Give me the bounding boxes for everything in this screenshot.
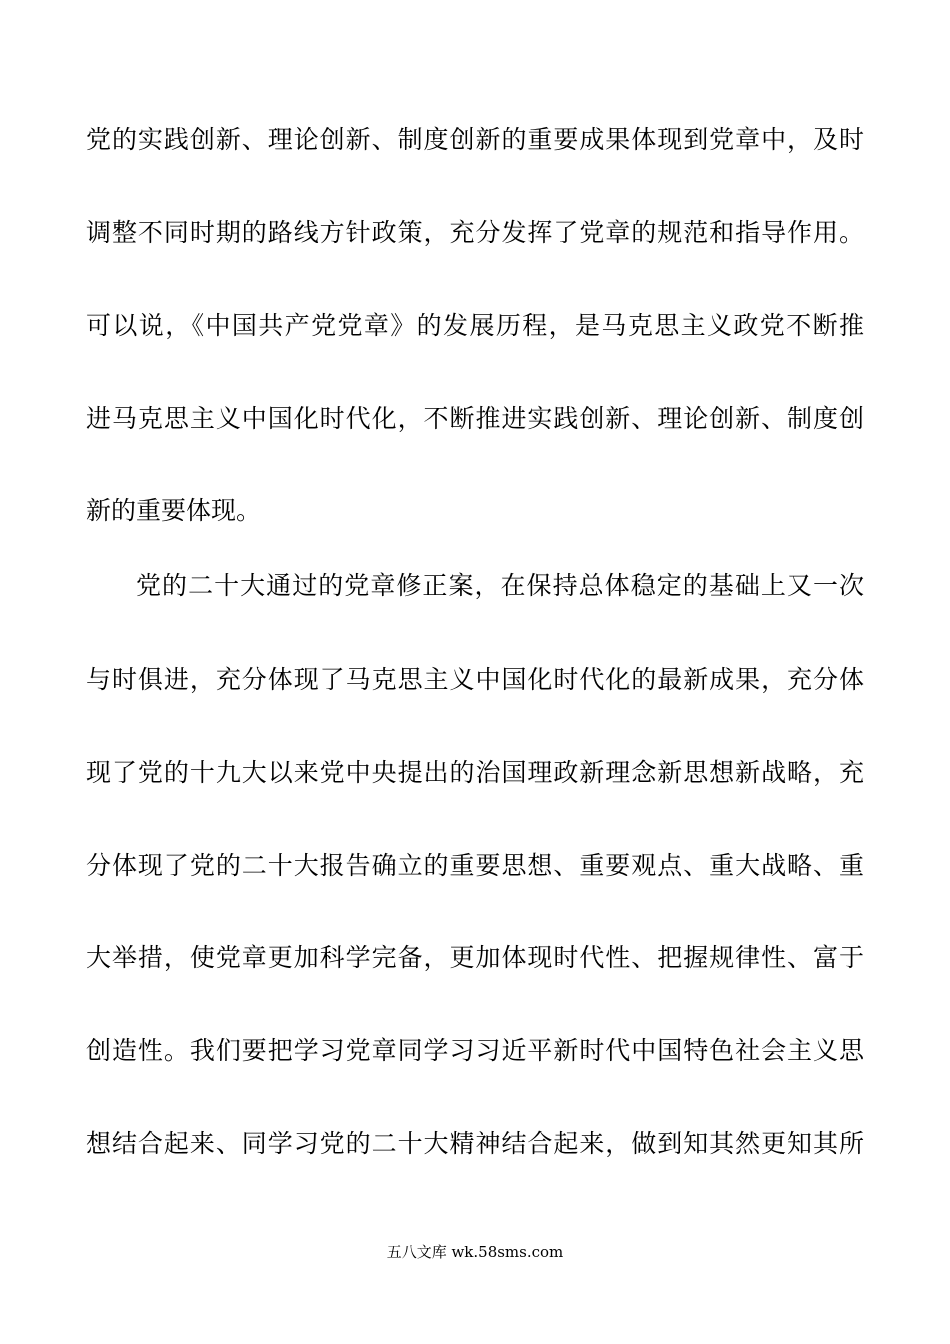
- text-line-12: 想结合起来、同学习党的二十大精神结合起来，做到知其然更知其所: [86, 1129, 864, 1158]
- text-line-11: 创造性。我们要把学习党章同学习习近平新时代中国特色社会主义思: [86, 1036, 864, 1065]
- text-line-3: 可以说，《中国共产党党章》的发展历程，是马克思主义政党不断推: [86, 311, 864, 340]
- text-line-4: 进马克思主义中国化时代化，不断推进实践创新、理论创新、制度创: [86, 404, 864, 433]
- page-footer: 五八文库 wk.58sms.com: [386, 1243, 564, 1261]
- text-line-10: 大举措，使党章更加科学完备，更加体现时代性、把握规律性、富于: [86, 943, 864, 972]
- text-line-8: 现了党的十九大以来党中央提出的治国理政新理念新思想新战略，充: [86, 758, 864, 787]
- text-line-5: 新的重要体现。: [86, 496, 262, 525]
- text-line-6: 党的二十大通过的党章修正案，在保持总体稳定的基础上又一次: [136, 571, 864, 600]
- text-line-2: 调整不同时期的路线方针政策，充分发挥了党章的规范和指导作用。: [86, 218, 864, 247]
- text-line-9: 分体现了党的二十大报告确立的重要思想、重要观点、重大战略、重: [86, 851, 864, 880]
- text-line-7: 与时俱进，充分体现了马克思主义中国化时代化的最新成果，充分体: [86, 665, 864, 694]
- text-line-1: 党的实践创新、理论创新、制度创新的重要成果体现到党章中，及时: [86, 125, 864, 154]
